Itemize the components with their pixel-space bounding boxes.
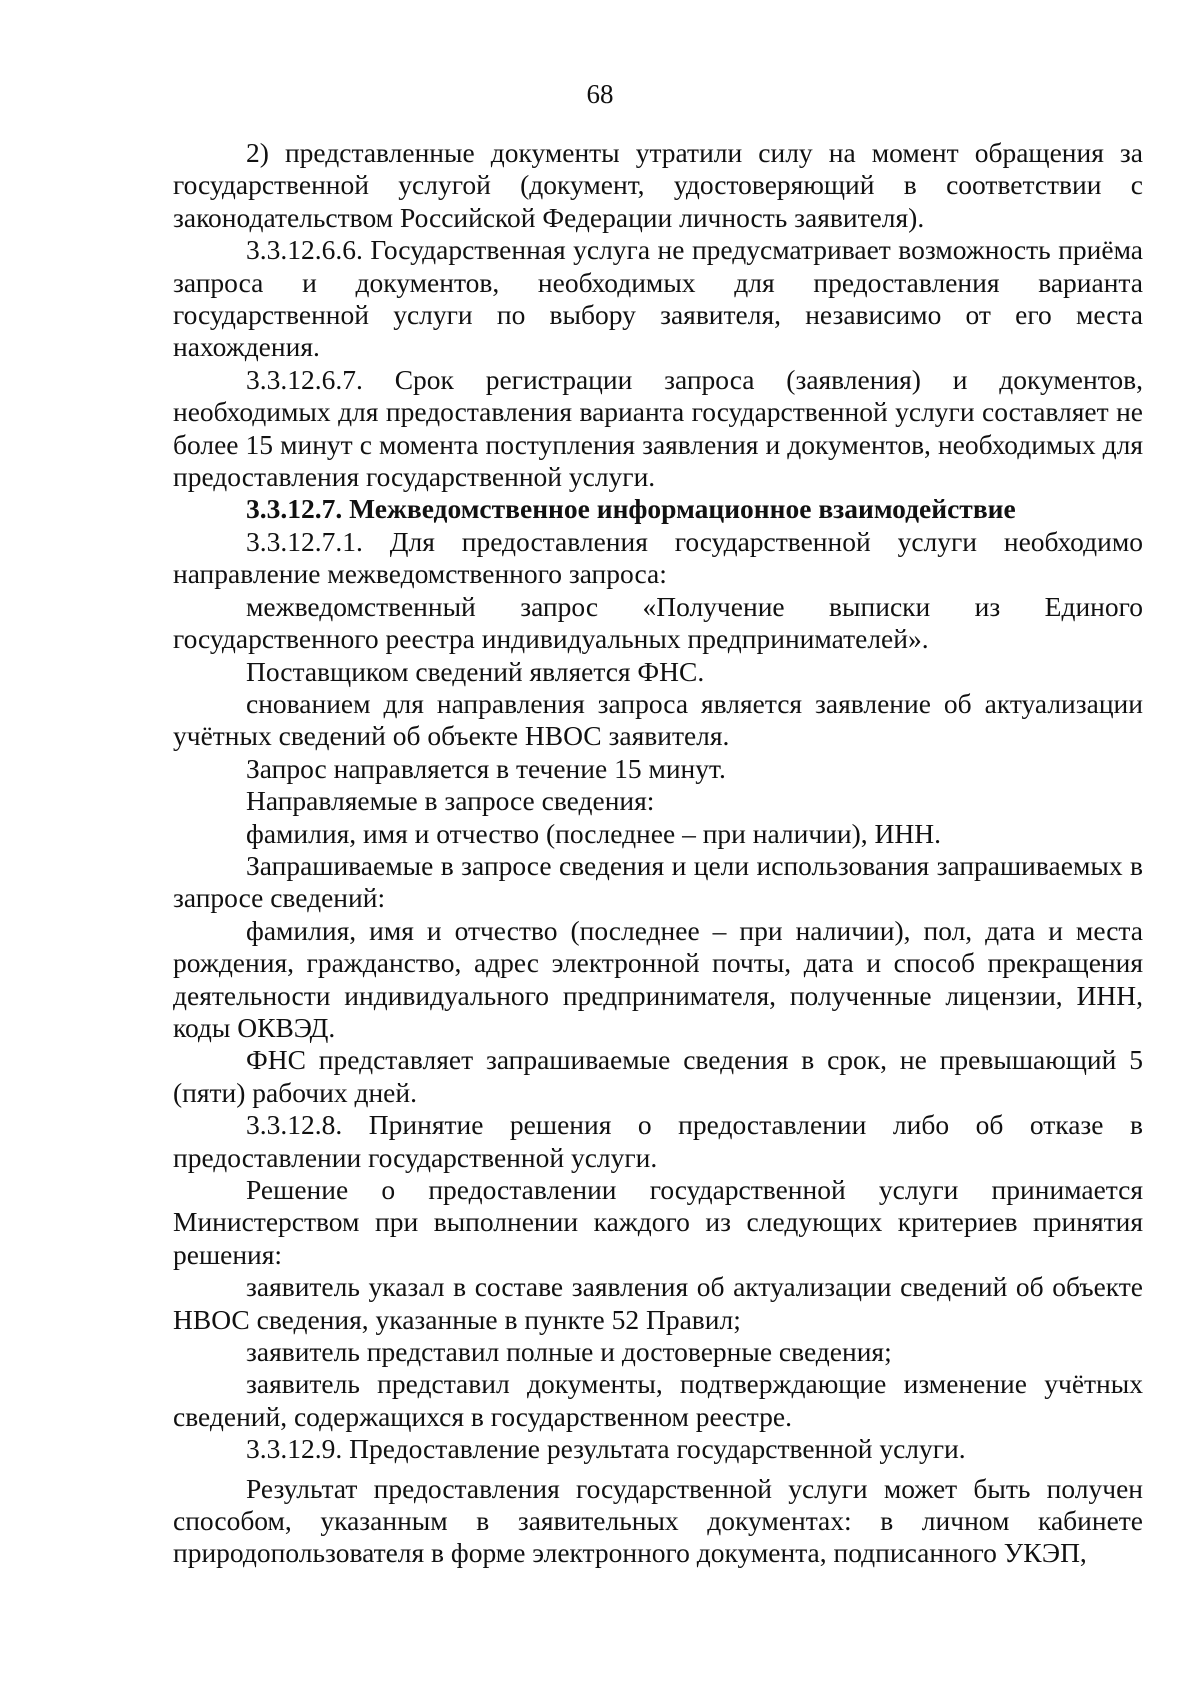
paragraph-response-term: ФНС представляет запрашиваемые сведения в срок, не превышающий 5 (пяти) рабочих дней. (173, 1044, 1143, 1108)
paragraph-3-3-12-9: 3.3.12.9. Предоставление результата государственной услуги. (246, 1433, 966, 1465)
paragraph-criterion-2: заявитель представил полные и достоверные сведения; (246, 1336, 892, 1368)
paragraph-requested-data-label: Запрашиваемые в запросе сведения и цели использования запрашиваемых в запросе сведений: (173, 849, 1143, 914)
paragraph-data-provider: Поставщиком сведений является ФНС. (246, 655, 705, 687)
paragraph-interagency-request: межведомственный запрос «Получение выписки из Единого государственного реестра индивидуальных предпринимателей». (173, 590, 1143, 655)
paragraph-criterion-3: заявитель представил документы, подтверждающие изменение учётных сведений, содержащихся в государственном реестре. (173, 1368, 1143, 1432)
section-heading-3-3-12-7: 3.3.12.7. Межведомственное информационное взаимодействие (246, 493, 1016, 525)
document-body (173, 137, 1143, 1570)
paragraph-request-basis: снованием для направления запроса является заявление об актуализации учётных сведений об объекте НВОС заявителя. (173, 687, 1143, 752)
paragraph-sent-data-label: Направляемые в запросе сведения: (246, 785, 655, 817)
page-number: 68 (586, 79, 614, 109)
paragraph-3-3-12-6-6: 3.3.12.6.6. Государственная услуга не предусматривает возможность приёма запроса и документов, необходимых для предоставления варианта государственной услуги по выбору заявителя, независимо от его места нахождения. (173, 234, 1143, 363)
paragraph-3-3-12-7-1: 3.3.12.7.1. Для предоставления государственной услуги необходимо направление межведомственного запроса: (173, 525, 1143, 590)
paragraph-3-3-12-6-7: 3.3.12.6.7. Срок регистрации запроса (заявления) и документов, необходимых для предоставления варианта государственной услуги составляет не более 15 минут с момента поступления заявления и документов, необходимых для предоставления государственной услуги. (173, 363, 1143, 493)
paragraph-3-3-12-8: 3.3.12.8. Принятие решения о предоставлении либо об отказе в предоставлении государственной услуги. (173, 1109, 1143, 1173)
paragraph-item-2: 2) представленные документы утратили силу на момент обращения за государственной услугой (документ, удостоверяющий в соответствии с законодательством Российской Федерации личность заявителя). (173, 137, 1143, 233)
paragraph-sent-data: фамилия, имя и отчество (последнее – при наличии), ИНН. (246, 817, 941, 849)
paragraph-result-delivery: Результат предоставления государственной услуги может быть получен способом, указанным в заявительных документах: в личном кабинете природопользователя в форме электронного документа, подписанного УКЭП, (173, 1472, 1143, 1569)
paragraph-requested-data: фамилия, имя и отчество (последнее – при наличии), пол, дата и места рождения, гражданство, адрес электронной почты, дата и способ прекращения деятельности индивидуального предпринимателя, полученные лицензии, ИНН, коды ОКВЭД. (173, 914, 1143, 1043)
paragraph-decision-criteria: Решение о предоставлении государственной услуги принимается Министерством при выполнении каждого из следующих критериев принятия решения: (173, 1174, 1143, 1270)
paragraph-request-time: Запрос направляется в течение 15 минут. (246, 752, 726, 784)
paragraph-criterion-1: заявитель указал в составе заявления об актуализации сведений об объекте НВОС сведения, указанные в пункте 52 Правил; (173, 1271, 1143, 1335)
